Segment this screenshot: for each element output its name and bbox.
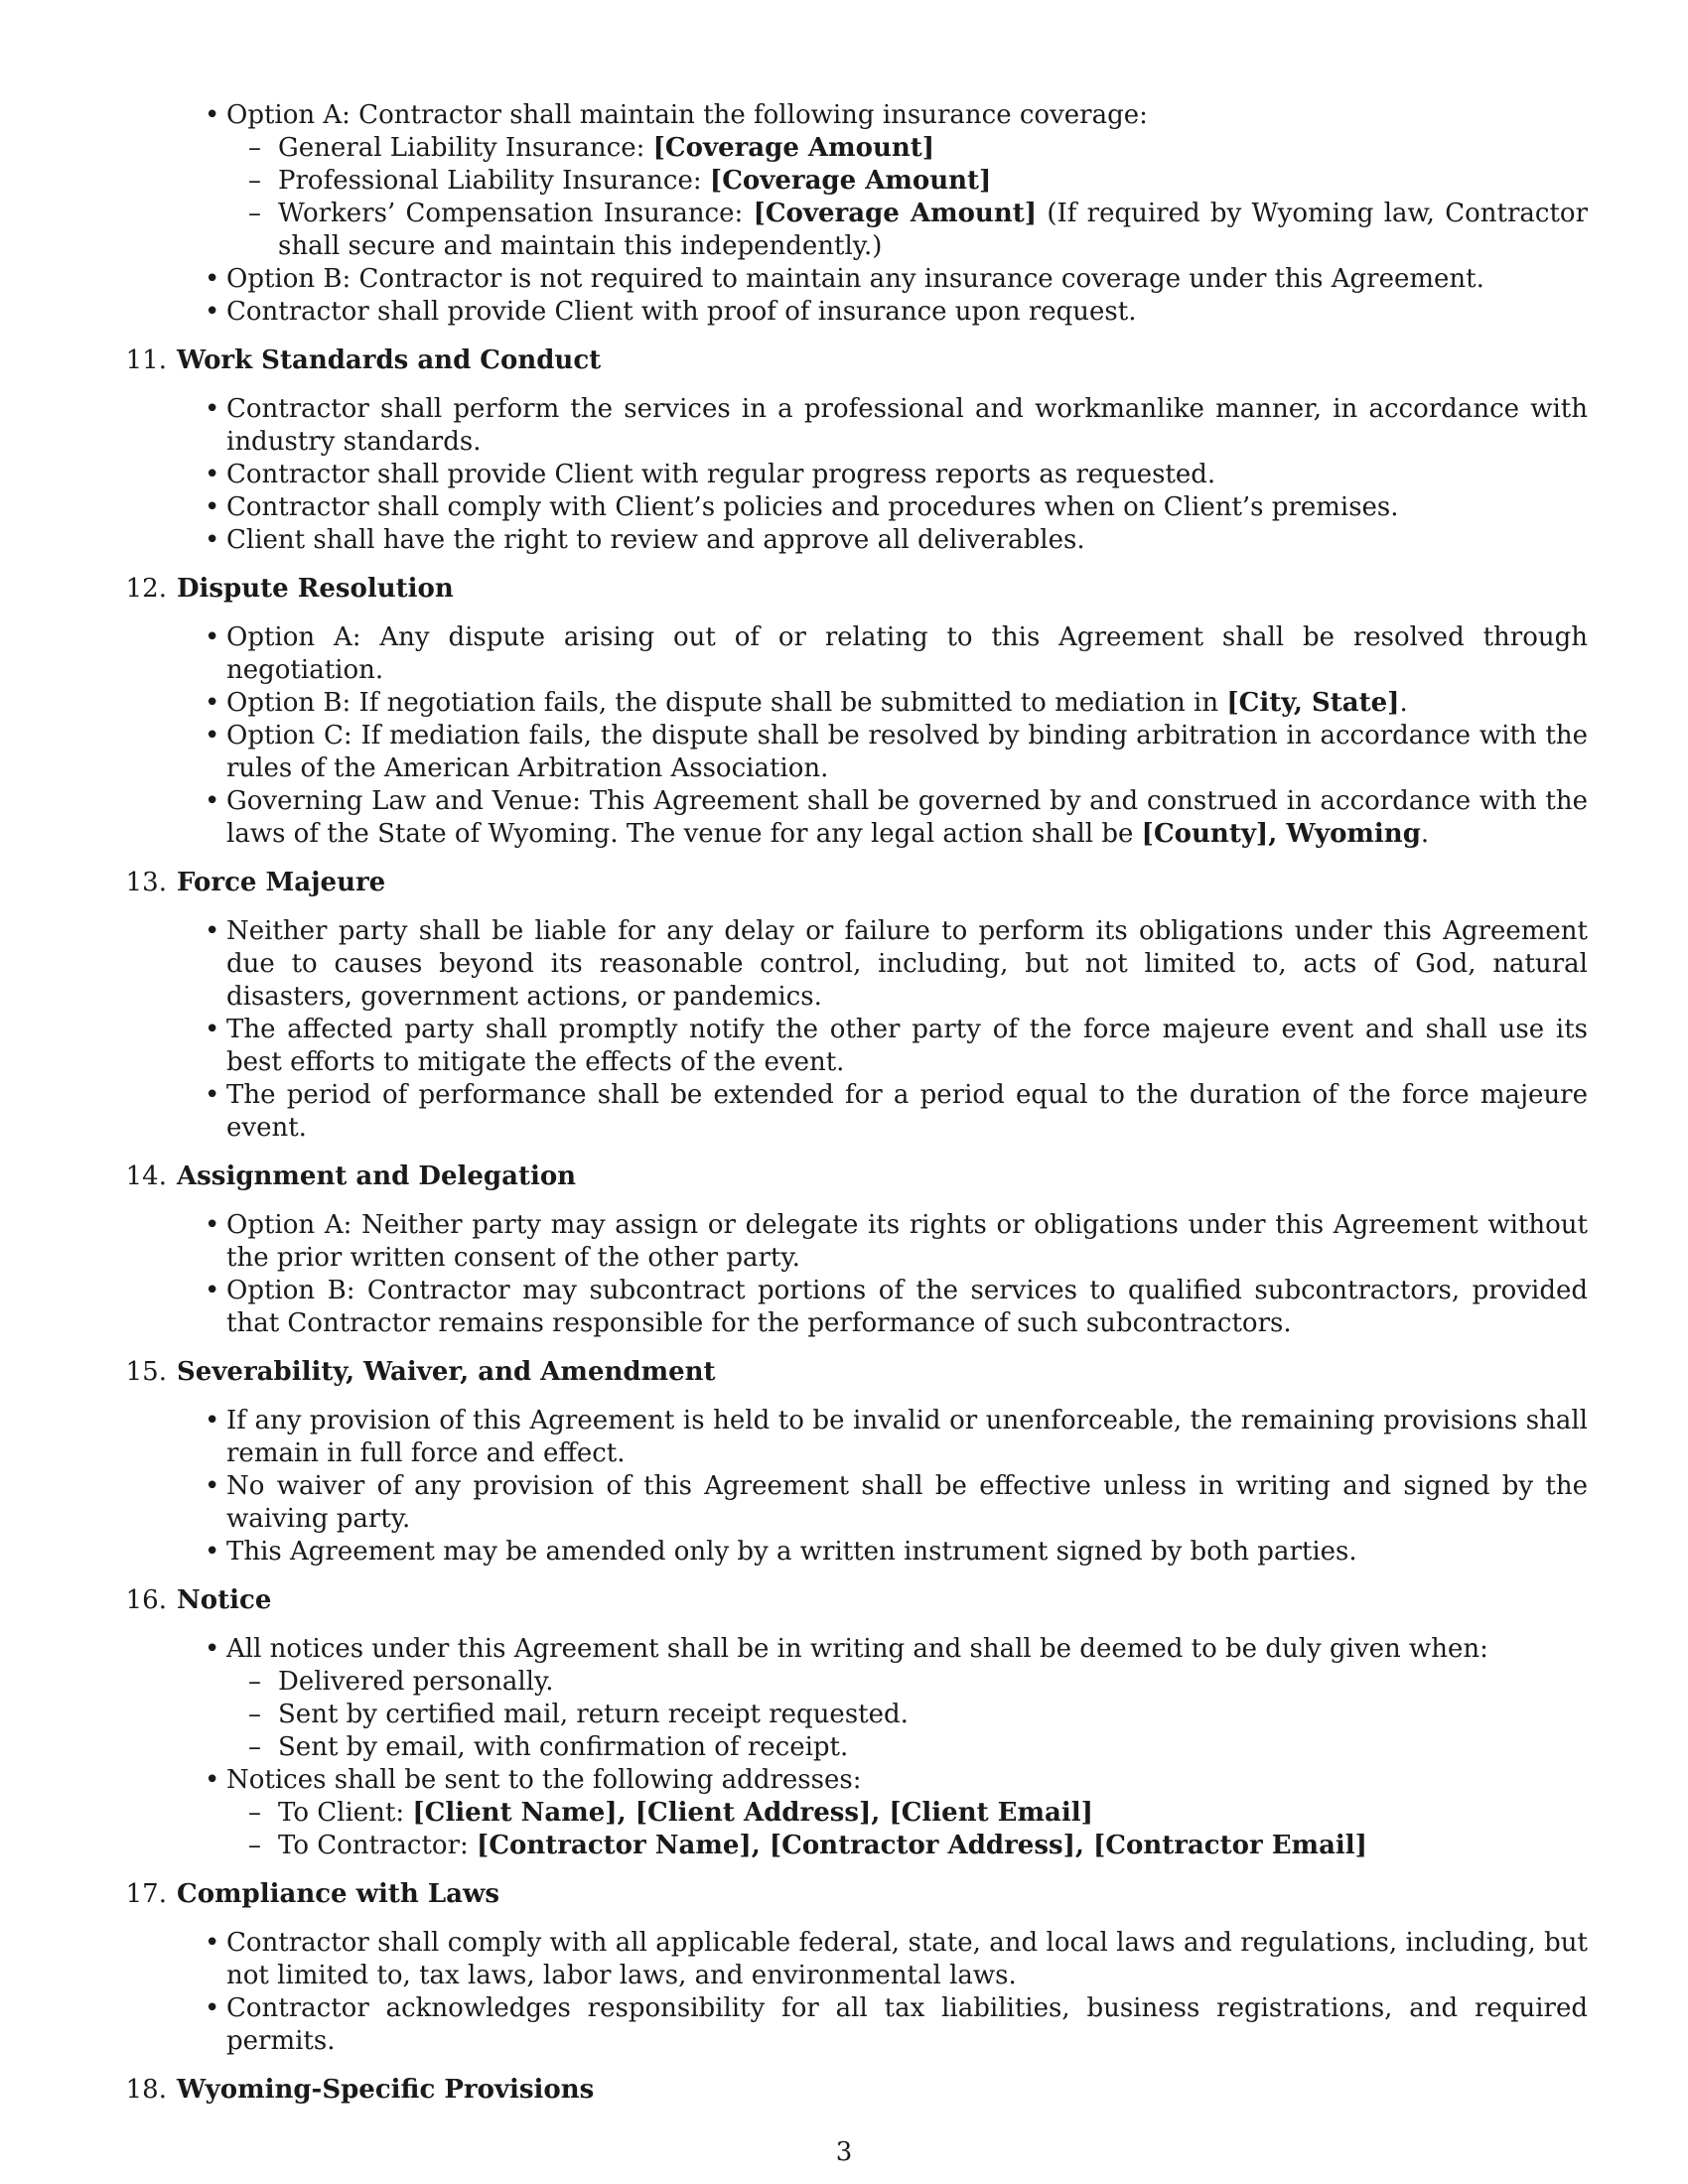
section-heading <box>111 1878 1588 1911</box>
coverage-list <box>226 132 1588 263</box>
city-state-placeholder: [City, State] <box>1226 688 1400 718</box>
county-placeholder: [County], Wyoming <box>1141 819 1421 849</box>
section-heading <box>111 1356 1588 1389</box>
list-item: • Option A: Any dispute arising out of or relating to this Agreement shall be resolved through negotiation. <box>226 621 1588 687</box>
list-item: • The affected party shall promptly notify the other party of the force majeure event and shall use its best efforts to mitigate the effects of the event. <box>226 1014 1588 1079</box>
section-dispute-resolution <box>111 573 1588 851</box>
list-item: • Option A: Neither party may assign or delegate its rights or obligations under this Agreement without the prior written consent of the other party. <box>226 1209 1588 1275</box>
workers-comp-note: (If required by Wyoming law, Contractor shall secure and maintain this independently.) <box>278 199 1588 261</box>
section-number: 15. <box>125 1357 167 1387</box>
notice-methods-list <box>226 1666 1588 1764</box>
list-item <box>226 785 1588 851</box>
section-title: Dispute Resolution <box>177 574 454 604</box>
contractor-placeholder: [Contractor Name], [Contractor Address], [Contractor Email] <box>477 1831 1367 1860</box>
section-number: 12. <box>125 574 167 604</box>
section-title: Notice <box>177 1585 272 1615</box>
list-item <box>278 1830 1588 1862</box>
page-content <box>111 99 1588 2122</box>
section-work-standards <box>111 344 1588 557</box>
section-heading <box>111 573 1588 606</box>
section-notice <box>111 1584 1588 1862</box>
section-number: 18. <box>125 2075 167 2105</box>
list-item: • If any provision of this Agreement is held to be invalid or unenforceable, the remaining provisions shall remain in full force and effect. <box>226 1405 1588 1470</box>
page-number: 3 <box>835 2137 853 2167</box>
list-item <box>278 132 1588 165</box>
section-number: 17. <box>125 1879 167 1909</box>
list-item: • Contractor shall provide Client with proof of insurance upon request. <box>226 296 1588 329</box>
section-compliance <box>111 1878 1588 2058</box>
punctuation: . <box>1399 688 1408 718</box>
list-item: • Contractor shall perform the services in a professional and workmanlike manner, in accordance with industry standards. <box>226 393 1588 459</box>
list-item: • Client shall have the right to review and approve all deliverables. <box>226 524 1588 557</box>
list-item: • The period of performance shall be extended for a period equal to the duration of the force majeure event. <box>226 1079 1588 1145</box>
section-number: 11. <box>125 345 167 375</box>
list-item <box>278 1797 1588 1830</box>
list-item: • Contractor shall comply with Client’s policies and procedures when on Client’s premises. <box>226 491 1588 524</box>
list-item: • Neither party shall be liable for any delay or failure to perform its obligations under this Agreement due to causes beyond its reasonable control, including, but not limited to, acts of God, natural disasters, government actions, or pandemics. <box>226 915 1588 1014</box>
addresses-list <box>226 1797 1588 1862</box>
section-title: Severability, Waiver, and Amendment <box>177 1357 716 1387</box>
list-item <box>226 1633 1588 1764</box>
section-title: Assignment and Delegation <box>177 1161 577 1191</box>
governing-law-text: Governing Law and Venue: This Agreement shall be governed by and construed in accordance with the laws of the State of Wyoming. The venue for any legal action shall be <box>226 786 1588 849</box>
client-placeholder: [Client Name], [Client Address], [Client Email] <box>412 1798 1093 1828</box>
list-item: • No waiver of any provision of this Agreement shall be effective unless in writing and signed by the waiving party. <box>226 1470 1588 1536</box>
list-item <box>226 99 1588 263</box>
list-item: • Option B: Contractor is not required to maintain any insurance coverage under this Agreement. <box>226 263 1588 296</box>
section-title: Wyoming-Specific Provisions <box>177 2075 595 2105</box>
workers-comp-label: Workers’ Compensation Insurance: <box>278 199 754 228</box>
general-liability-label: General Liability Insurance: <box>278 133 653 163</box>
section-wyoming-provisions <box>111 2074 1588 2107</box>
list-item: • This Agreement may be amended only by a written instrument signed by both parties. <box>226 1536 1588 1569</box>
client-label: To Client: <box>278 1798 413 1828</box>
professional-liability-label: Professional Liability Insurance: <box>278 166 710 196</box>
list-item: • Option B: Contractor may subcontract portions of the services to qualified subcontractors, provided that Contractor remains responsible for the performance of such subcontractors. <box>226 1275 1588 1340</box>
section-heading <box>111 344 1588 377</box>
section-title: Work Standards and Conduct <box>177 345 602 375</box>
list-item <box>226 1764 1588 1862</box>
list-item: • Option C: If mediation fails, the dispute shall be resolved by binding arbitration in accordance with the rules of the American Arbitration Association. <box>226 720 1588 785</box>
coverage-placeholder: [Coverage Amount] <box>753 199 1038 228</box>
section-heading <box>111 1584 1588 1617</box>
section-list <box>111 1927 1588 2058</box>
section-title: Force Majeure <box>177 868 386 897</box>
list-item: • Contractor shall provide Client with regular progress reports as requested. <box>226 459 1588 491</box>
list-item <box>226 687 1588 720</box>
coverage-placeholder: [Coverage Amount] <box>709 166 992 196</box>
list-item: • Contractor shall comply with all applicable federal, state, and local laws and regulations, including, but not limited to, tax laws, labor laws, and environmental laws. <box>226 1927 1588 1992</box>
list-item <box>278 198 1588 263</box>
section-assignment <box>111 1160 1588 1340</box>
insurance-list <box>111 99 1588 329</box>
list-item: – Sent by certified mail, return receipt requested. <box>278 1699 1588 1731</box>
contractor-label: To Contractor: <box>278 1831 478 1860</box>
list-item: • Contractor acknowledges responsibility for all tax liabilities, business registrations, and required permits. <box>226 1992 1588 2058</box>
insurance-option-a: Option A: Contractor shall maintain the following insurance coverage: <box>226 100 1148 130</box>
section-number: 16. <box>125 1585 167 1615</box>
list-item: – Delivered personally. <box>278 1666 1588 1699</box>
section-list <box>111 915 1588 1145</box>
section-force-majeure <box>111 867 1588 1145</box>
option-b-text: Option B: If negotiation fails, the dispute shall be submitted to mediation in <box>226 688 1227 718</box>
addresses-intro: Notices shall be sent to the following addresses: <box>226 1765 862 1795</box>
section-heading <box>111 2074 1588 2107</box>
section-severability <box>111 1356 1588 1569</box>
section-title: Compliance with Laws <box>177 1879 500 1909</box>
section-list <box>111 621 1588 851</box>
section-list <box>111 393 1588 557</box>
coverage-placeholder: [Coverage Amount] <box>652 133 935 163</box>
section-number: 13. <box>125 868 167 897</box>
notice-intro: All notices under this Agreement shall be in writing and shall be deemed to be duly given when: <box>226 1634 1488 1664</box>
list-item: – Sent by email, with confirmation of receipt. <box>278 1731 1588 1764</box>
section-list <box>111 1405 1588 1569</box>
section-heading <box>111 1160 1588 1193</box>
section-list <box>111 1633 1588 1862</box>
punctuation: . <box>1420 819 1430 849</box>
section-list <box>111 1209 1588 1340</box>
list-item <box>278 165 1588 198</box>
section-heading <box>111 867 1588 899</box>
section-number: 14. <box>125 1161 167 1191</box>
